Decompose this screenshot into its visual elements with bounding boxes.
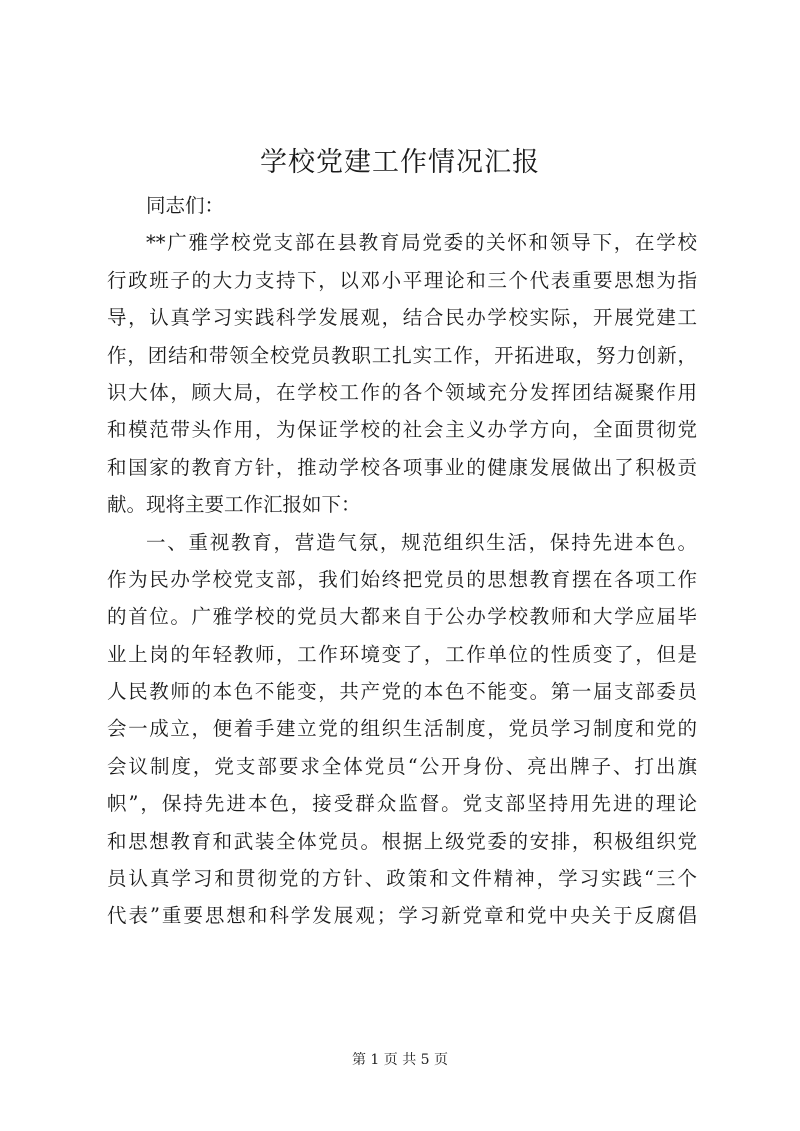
- paragraph-line: 人民教师的本色不能变，共产党的本色不能变。第一届支部委员: [107, 680, 697, 704]
- document-body: [107, 187, 697, 935]
- paragraph-line: 会议制度，党支部要求全体党员“公开身份、亮出牌子、打出旗: [107, 754, 697, 778]
- paragraph-line: 和思想教育和武装全体党员。根据上级党委的安排，积极组织党: [107, 829, 697, 853]
- paragraph-line: 作，团结和带领全校党员教职工扎实工作，开拓进取，努力创新，: [107, 343, 697, 367]
- paragraph-line: 和国家的教育方针，推动学校各项事业的健康发展做出了积极贡: [107, 455, 697, 479]
- paragraph-line: 作为民办学校党支部，我们始终把党员的思想教育摆在各项工作: [107, 567, 697, 591]
- paragraph-line: 代表”重要思想和科学发展观；学习新党章和党中央关于反腐倡: [107, 904, 697, 928]
- paragraph-line: 和模范带头作用，为保证学校的社会主义办学方向，全面贯彻党: [107, 418, 697, 442]
- paragraph-line: **广雅学校党支部在县教育局党委的关怀和领导下，在学校: [146, 231, 697, 255]
- paragraph-line: 业上岗的年轻教师，工作环境变了，工作单位的性质变了，但是: [107, 642, 697, 666]
- paragraph-line: 识大体，顾大局，在学校工作的各个领域充分发挥团结凝聚作用: [107, 380, 697, 404]
- paragraph-line: 帜”，保持先进本色，接受群众监督。党支部坚持用先进的理论: [107, 792, 697, 816]
- paragraph-line: 献。现将主要工作汇报如下：: [107, 493, 361, 517]
- paragraph-line: 导，认真学习实践科学发展观，结合民办学校实际，开展党建工: [107, 306, 697, 330]
- salutation-line: 同志们：: [146, 194, 225, 217]
- paragraph-line: 的首位。广雅学校的党员大都来自于公办学校教师和大学应届毕: [107, 605, 697, 629]
- paragraph-line: 员认真学习和贯彻党的方针、政策和文件精神，学习实践“三个: [107, 867, 697, 891]
- section-heading-line: 一、重视教育，营造气氛，规范组织生活，保持先进本色。: [146, 530, 697, 554]
- page-footer: 第 1 页 共 5 页: [351, 1052, 449, 1068]
- document-title: 学校党建工作情况汇报: [260, 147, 540, 178]
- paragraph-line: 会一成立，便着手建立党的组织生活制度，党员学习制度和党的: [107, 717, 697, 741]
- paragraph-line: 行政班子的大力支持下，以邓小平理论和三个代表重要思想为指: [107, 268, 697, 292]
